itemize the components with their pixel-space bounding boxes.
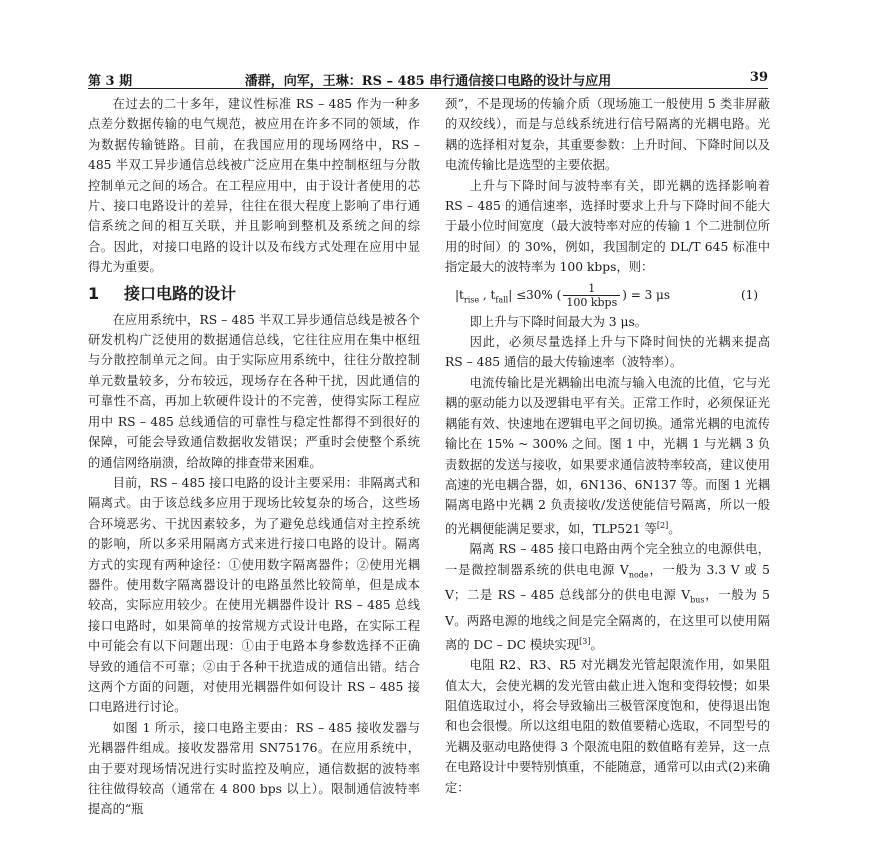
section-number: 1 [88, 283, 100, 303]
body-paragraph: 电流传输比是光耦输出电流与输入电流的比值，它与光耦的驱动能力以及逻辑电平有关。正常工作时，必须保证光耦能有效、快速地在逻辑电平之间切换。通常光耦的电流传输比在 15% ~ 300% 之间。图 1 中，光耦 1 与光耦 3 负责数据的发送与接收，如果要求通信波特率较高，建议使用高速的光电耦合器，如，6N136、6N137 等。而图 1 光耦隔离电路中光耦 2 负责接收/发送使能信号隔离，所以一般的光耦便能满足要求，如，TLP521 等[2]。 [445, 375, 771, 536]
running-title: 潘群，向军，王琳：RS – 485 串行通信接口电路的设计与应用 [244, 74, 612, 89]
citation: [2] [656, 520, 669, 530]
body-paragraph: 如图 1 所示，接口电路主要由：RS – 485 接收发器与光耦器件组成。接收发器常用 SN75176。在应用系统中，由于要对现场情况进行实时监控及响应，通信数据的波特率往往做得较高（通常在 4 800 bps 以上）。限制通信波特率提高的“瓶 [88, 720, 420, 817]
body-paragraph: 上升与下降时间与波特率有关，即光耦的选择影响着 RS – 485 的通信速率，选择时要求上升与下降时间不能大于最小位时间宽度（最大波特率对应的传输 1 个二进制位所用的时间）的 30%，例如，我国制定的 DL/T 645 标准中指定最大的波特率为 100 kbps，则： [445, 178, 770, 275]
citation: [3] [579, 636, 591, 646]
equation-1 [445, 280, 770, 310]
body-paragraph: 目前，RS – 485 接口电路的设计主要采用：非隔离式和隔离式。由于该总线多应用于现场比较复杂的场合，这些场合环境恶劣、干扰因素较多，为了避免总线通信对主控系统的影响，所以多采用隔离方式来进行接口电路的设计。隔离方式的实现有两种途径：①使用数字隔离器件；②使用光耦器件。使用数字隔离器设计的电路虽然比较简单，但是成本较高，实际应用较少。在使用光耦器件设计 RS – 485 总线接口电路时，如果简单的按常规方式设计电路，在实际工程中可能会有以下问题出现：①由于电路本身参数选择不正确导致的通信不可靠；②由于各种干扰造成的通信出错。结合这两个方面的问题，对使用光耦器件如何设计 RS – 485 接口电路进行讨论。 [88, 475, 420, 715]
section-heading [88, 282, 420, 306]
right-column [445, 94, 770, 798]
page-number: 39 [749, 70, 768, 85]
continued-paragraph: 颈”，不是现场的传输介质（现场施工一般使用 5 类非屏蔽的双绞线），而是与总线系统进行信号隔离的光耦电路。光耦的选择相对复杂，其重要参数：上升时间、下降时间以及电流传输比是选型的主要依据。 [445, 97, 770, 173]
body-paragraph: 电阻 R2、R3、R5 对光耦发光管起限流作用，如果阻值太大，会使光耦的发光管由截止进入饱和变得较慢；如果阻值选取过小，将会导致输出三极管深度饱和，使得退出饱和也会很慢。所以这组电阻的数值要精心选取，不同型号的光耦及驱动电路使得 3 个限流电阻的数值略有差异，这一点在电路设计中要特别慎重，不能随意，通常可以由式(2)来确定： [445, 658, 770, 795]
equation-expression: $|t_{rise}$ , $t_{fall}| \le 30\%$ ( $\frac{1}{\text{100 kbps}}$ ) = 3 μs [455, 281, 670, 309]
running-header [88, 70, 768, 90]
section-title: 接口电路的设计 [124, 283, 237, 303]
equation-number: (1) [741, 287, 758, 302]
body-paragraph: 因此，必须尽量选择上升与下降时间快的光耦来提高 RS – 485 通信的最大传输速率（波特率）。 [445, 335, 770, 370]
fraction: $\frac{1}{\text{100 kbps}}$ [563, 282, 620, 309]
body-paragraph: 隔离 RS – 485 接口电路由两个完全独立的电源供电，一是微控制器系统的供电电源 $V_{node}$，一般为 3.3 V 或 5 V；二是 RS – 485 总线部分的供电电源 $V_{bus}$，一般为 5 V。两路电源的地线之间是完全隔离的，在这里可以使用隔离的 DC – DC 模块实现[3]。 [445, 542, 771, 652]
issue-label: 第 3 期 [88, 74, 133, 89]
body-paragraph: 即上升与下降时间最大为 3 μs。 [469, 314, 648, 329]
intro-paragraph: 在过去的二十多年，建议性标准 RS – 485 作为一种多点差分数据传输的电气规范，被应用在许多不同的领域，作为数据传输链路。目前，在我国应用的现场网络中，RS – 485 半双工异步通信总线被广泛应用在集中控制枢纽与分散控制单元之间的场合。在工程应用中，由于设计者使用的芯片、接口电路设计的差异，往往在很大程度上影响了串行通信系统之间的相互关联，并且影响到整机及系统之间的综合。因此，对接口电路的设计以及布线方式处理在应用中显得尤为重要。 [88, 97, 420, 275]
header-rule [88, 88, 768, 89]
body-paragraph: 在应用系统中，RS – 485 半双工异步通信总线是被各个研发机构广泛使用的数据通信总线，它往往应用在集中枢纽与分散控制单元之间。由于实际应用系统中，往往分散控制单元数量较多，分布较远，现场存在各种干扰，因此通信的可靠性不高，再加上软硬件设计的不完善，使得实际工程应用中 RS – 485 总线通信的可靠性与稳定性都得不到很好的保障，可能会导致通信数据收发错误；严重时会使整个系统的通信网络崩溃，给故障的排查带来困难。 [88, 312, 420, 470]
left-column [88, 94, 420, 820]
